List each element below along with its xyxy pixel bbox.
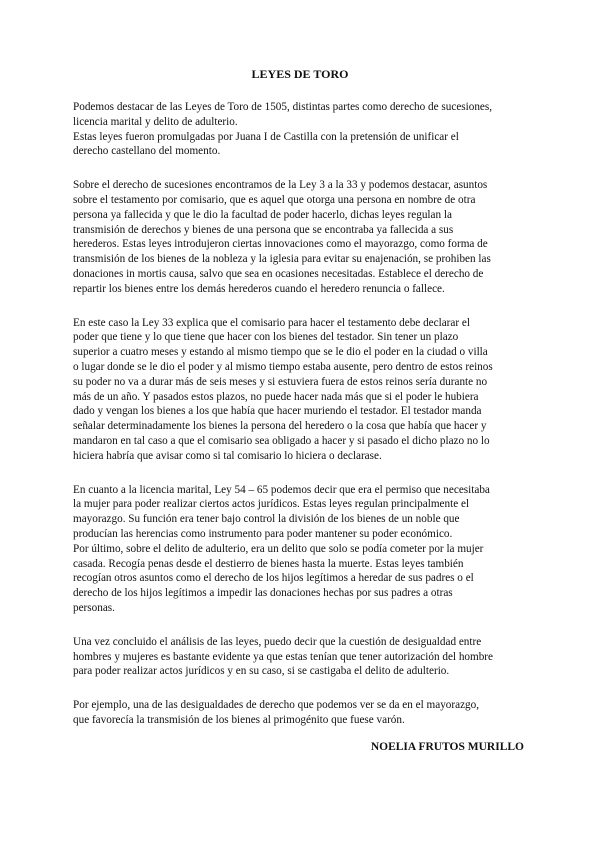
text-line: que favorecía la transmisión de los bienes al primogénito que fuese varón. (73, 713, 405, 726)
paragraph (73, 316, 529, 464)
text-line: personas. (73, 601, 115, 614)
text-line: para poder realizar actos jurídicos y en su caso, si se castigaba el delito de adulterio. (73, 665, 450, 678)
text-line: superior a cuatro meses y estando al mismo tiempo que se le dio el poder en la ciudad o villa (73, 346, 488, 359)
text-line: recogían otros asuntos como el derecho de los hijos legítimos a heredar de sus padres o el (73, 572, 474, 585)
text-line: más de un año. Y pasados estos plazos, no puede hacer nada más que si el poder le hubiera (73, 390, 479, 403)
text-line: Por último, sobre el delito de adulterio, era un delito que solo se podía cometer por la mujer (73, 542, 484, 555)
text-line: o lugar donde se le dio el poder y al mismo tiempo estaba ausente, pero dentro de estos reinos (73, 360, 493, 373)
document-title: LEYES DE TORO (251, 67, 349, 81)
text-line: casada. Recogía penas desde el destierro de bienes hasta la muerte. Estas leyes también (73, 557, 464, 570)
text-line: Sobre el derecho de sucesiones encontramos de la Ley 3 a la 33 y podemos destacar, asuntos (73, 179, 488, 192)
text-line: señalar determinadamente los bienes la persona del heredero o la cosa que había que hacer y (73, 420, 487, 433)
text-line: Una vez concluido el análisis de las leyes, puedo decir que la cuestión de desigualdad entre (73, 635, 482, 648)
text-line: poder que tiene y lo que tiene que hacer con los bienes del testador. Sin tener un plazo (73, 331, 459, 344)
text-line: mayorazgo. Su función era tener bajo control la división de los bienes de un noble que (73, 513, 460, 526)
text-line: hiciera habría que avisar como si tal comisario lo hiciera o declarase. (73, 449, 382, 462)
text-line: transmisión de los bienes de la nobleza y la iglesia para evitar su enajenación, se prohiben las (73, 253, 491, 266)
text-line: En este caso la Ley 33 explica que el comisario para hacer el testamento debe declarar el (73, 316, 470, 329)
text-line: licencia marital y delito de adulterio. (73, 115, 238, 128)
text-line: repartir los bienes entre los demás herederos cuando el heredero renuncia o fallece. (73, 282, 445, 295)
author-signature: NOELIA FRUTOS MURILLO (370, 741, 524, 753)
paragraph (73, 100, 529, 159)
text-line: producían las herencias como instrumento para poder mantener su poder económico. (73, 527, 453, 540)
text-line: derecho de los hijos legítimos a impedir las donaciones hechas por sus padres a otras (73, 587, 453, 600)
paragraph (73, 178, 529, 296)
text-line: transmisión de derechos y bienes de una persona que se encontraba ya fallecida a sus (73, 223, 454, 236)
text-line: dado y vengan los bienes a los que había que hacer muriendo el testador. El testador manda (73, 405, 482, 418)
text-line: Estas leyes fueron promulgadas por Juana I de Castilla con la pretensión de unificar el (73, 130, 459, 143)
text-line: sobre el testamento por comisario, que es aquel que otorga una persona en nombre de otra (73, 193, 476, 206)
paragraph (73, 635, 529, 679)
text-line: derecho castellano del momento. (73, 145, 221, 158)
text-line: la mujer para poder realizar ciertos actos jurídicos. Estas leyes regulan principalmente el (73, 498, 470, 511)
text-line: hombres y mujeres es bastante evidente ya que estas tenían que tener autorización del hombre (73, 650, 493, 663)
text-line: Podemos destacar de las Leyes de Toro de 1505, distintas partes como derecho de sucesiones, (73, 101, 493, 113)
text-line: En cuanto a la licencia marital, Ley 54 – 65 podemos decir que era el permiso que necesitaba (73, 483, 490, 496)
text-line: mandaron en tal caso a que el comisario sea obligado a hacer y si pasado el dicho plazo no lo (73, 434, 490, 447)
text-line: Por ejemplo, una de las desigualdades de derecho que podemos ver se da en el mayorazgo, (73, 699, 480, 712)
text-line: herederos. Estas leyes introdujeron ciertas innovaciones como el mayorazgo, como forma de (73, 238, 488, 251)
document-body (73, 100, 529, 747)
text-line: su poder no va a durar más de seis meses y si estuviera fuera de estos reinos sería durante no (73, 375, 488, 388)
text-line: donaciones in mortis causa, salvo que sea en ocasiones necesitadas. Establece el derecho de (73, 267, 484, 280)
paragraph (73, 698, 529, 728)
paragraph (73, 483, 529, 616)
text-line: persona ya fallecida y que le dio la facultad de poder hacerlo, dichas leyes regulan la (73, 208, 452, 221)
